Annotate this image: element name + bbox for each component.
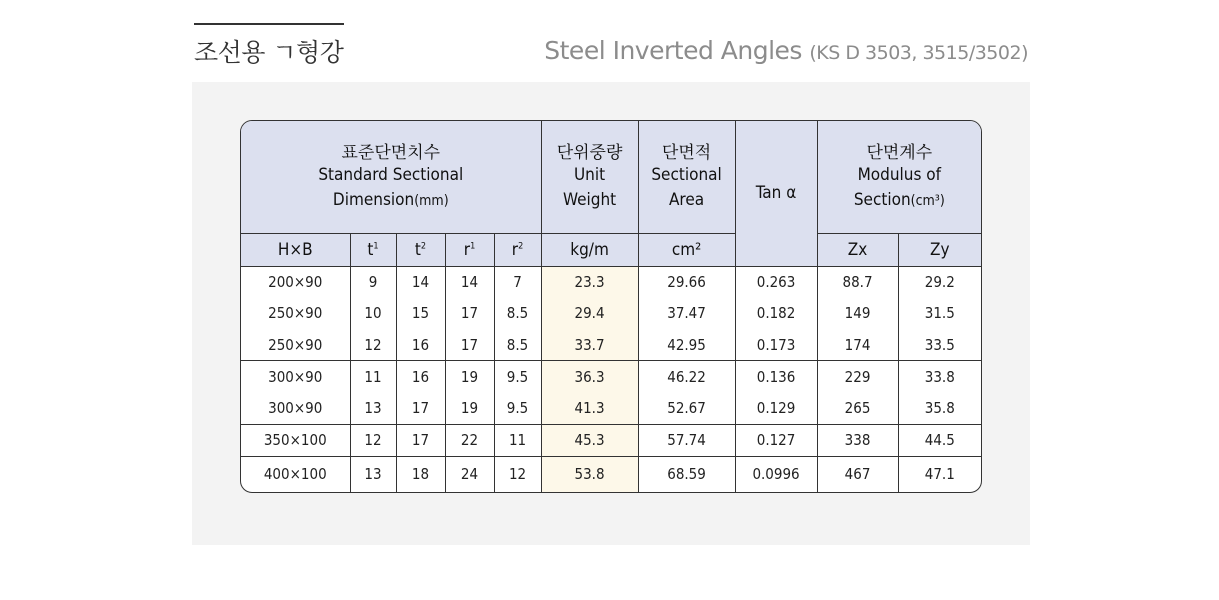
cell-weight: 29.4 — [541, 298, 638, 329]
header-area-ko: 단면적 — [661, 143, 712, 164]
table-row — [241, 424, 981, 456]
cell-area: 46.22 — [638, 361, 735, 393]
cell-t2: 15 — [396, 298, 445, 329]
cell-r2: 8.5 — [494, 329, 541, 361]
subheader-r2-text: r — [511, 239, 519, 260]
cell-r1: 17 — [445, 329, 494, 361]
cell-area: 29.66 — [638, 266, 735, 298]
cell-zx: 338 — [817, 424, 898, 456]
header-weight-ko: 단위중량 — [556, 143, 623, 164]
cell-area: 57.74 — [638, 424, 735, 456]
cell-zy: 31.5 — [898, 298, 981, 329]
cell-tan: 0.136 — [735, 361, 817, 393]
cell-area: 42.95 — [638, 329, 735, 361]
header-modulus-en2: Section — [853, 189, 911, 210]
cell-r1: 17 — [445, 298, 494, 329]
cell-t1: 11 — [350, 361, 396, 393]
subheader-hxb: H×B — [241, 233, 350, 266]
subheader-t1-sup: 1 — [373, 240, 379, 251]
subheader-area-unit: cm² — [638, 233, 735, 266]
cell-hxb: 400×100 — [241, 456, 350, 492]
cell-weight: 53.8 — [541, 456, 638, 492]
spec-table-container — [240, 120, 982, 493]
cell-r2: 11 — [494, 424, 541, 456]
cell-hxb: 250×90 — [241, 329, 350, 361]
cell-t1: 13 — [350, 392, 396, 424]
cell-weight: 36.3 — [541, 361, 638, 393]
header-sectional-area — [638, 121, 735, 233]
subheader-zy: Zy — [898, 233, 981, 266]
cell-zx: 88.7 — [817, 266, 898, 298]
cell-zx: 149 — [817, 298, 898, 329]
cell-r1: 19 — [445, 392, 494, 424]
cell-r2: 9.5 — [494, 392, 541, 424]
cell-tan: 0.127 — [735, 424, 817, 456]
header-modulus-en2-line — [818, 189, 982, 212]
cell-r1: 14 — [445, 266, 494, 298]
cell-weight: 23.3 — [541, 266, 638, 298]
cell-tan: 0.0996 — [735, 456, 817, 492]
header-area-en2: Area — [668, 190, 705, 211]
cell-tan: 0.173 — [735, 329, 817, 361]
cell-zx: 229 — [817, 361, 898, 393]
subheader-t1 — [350, 233, 396, 266]
cell-t1: 12 — [350, 424, 396, 456]
cell-r2: 12 — [494, 456, 541, 492]
cell-zx: 265 — [817, 392, 898, 424]
cell-hxb: 300×90 — [241, 361, 350, 393]
table-row — [241, 361, 981, 393]
cell-weight: 45.3 — [541, 424, 638, 456]
header-tan-alpha: Tan α — [735, 121, 817, 266]
page-title-korean: 조선용 ㄱ형강 — [194, 38, 344, 67]
cell-r1: 19 — [445, 361, 494, 393]
title-top-rule — [194, 23, 344, 25]
cell-t2: 17 — [396, 424, 445, 456]
header-dimension — [241, 121, 541, 233]
header-unit-weight — [541, 121, 638, 233]
cell-t2: 17 — [396, 392, 445, 424]
title-english-text: Steel Inverted Angles — [544, 36, 802, 65]
cell-r1: 24 — [445, 456, 494, 492]
cell-weight: 33.7 — [541, 329, 638, 361]
table-row — [241, 392, 981, 424]
cell-t2: 18 — [396, 456, 445, 492]
cell-area: 68.59 — [638, 456, 735, 492]
header-modulus-ko: 단면계수 — [866, 142, 933, 163]
header-dimension-en2-line — [241, 189, 541, 212]
subheader-r1-text: r — [463, 239, 471, 260]
subheader-weight-unit: kg/m — [541, 233, 638, 266]
subheader-zx: Zx — [817, 233, 898, 266]
header-dimension-en2: Dimension — [332, 189, 415, 210]
cell-tan: 0.129 — [735, 392, 817, 424]
subheader-t1-text: t — [367, 239, 374, 260]
subheader-t2-text: t — [414, 239, 421, 260]
header-dimension-en1: Standard Sectional — [318, 164, 464, 185]
cell-weight: 41.3 — [541, 392, 638, 424]
table-row — [241, 329, 981, 361]
header-modulus — [817, 121, 981, 233]
subheader-r1-sup: 1 — [470, 240, 476, 251]
header-weight-en2: Weight — [562, 190, 617, 211]
cell-r1: 22 — [445, 424, 494, 456]
cell-area: 37.47 — [638, 298, 735, 329]
cell-r2: 7 — [494, 266, 541, 298]
header-area-en1: Sectional — [651, 165, 722, 186]
table-row — [241, 266, 981, 298]
cell-zy: 33.8 — [898, 361, 981, 393]
cell-hxb: 300×90 — [241, 392, 350, 424]
subheader-t2-sup: 2 — [420, 240, 427, 251]
cell-area: 52.67 — [638, 392, 735, 424]
cell-t1: 12 — [350, 329, 396, 361]
cell-t2: 16 — [396, 329, 445, 361]
cell-t1: 10 — [350, 298, 396, 329]
cell-hxb: 350×100 — [241, 424, 350, 456]
cell-zy: 44.5 — [898, 424, 981, 456]
header-dimension-unit: (mm) — [414, 192, 449, 209]
cell-t1: 9 — [350, 266, 396, 298]
cell-t2: 16 — [396, 361, 445, 393]
cell-r2: 9.5 — [494, 361, 541, 393]
cell-zx: 174 — [817, 329, 898, 361]
cell-t2: 14 — [396, 266, 445, 298]
cell-hxb: 200×90 — [241, 266, 350, 298]
subheader-r2 — [494, 233, 541, 266]
header-modulus-en1: Modulus of — [857, 164, 942, 185]
cell-zx: 467 — [817, 456, 898, 492]
cell-zy: 35.8 — [898, 392, 981, 424]
cell-zy: 47.1 — [898, 456, 981, 492]
cell-r2: 8.5 — [494, 298, 541, 329]
subheader-r2-sup: 2 — [518, 240, 524, 251]
cell-zy: 33.5 — [898, 329, 981, 361]
spec-table — [241, 121, 981, 492]
page-title-english — [544, 36, 1028, 65]
subheader-t2 — [396, 233, 445, 266]
header-dimension-ko: 표준단면치수 — [341, 142, 441, 163]
table-row — [241, 456, 981, 492]
cell-tan: 0.263 — [735, 266, 817, 298]
cell-tan: 0.182 — [735, 298, 817, 329]
header-weight-en1: Unit — [573, 165, 606, 186]
cell-t1: 13 — [350, 456, 396, 492]
title-standard: (KS D 3503, 3515/3502) — [809, 42, 1028, 64]
subheader-r1 — [445, 233, 494, 266]
header-modulus-unit: (cm³) — [910, 192, 945, 209]
table-row — [241, 298, 981, 329]
cell-hxb: 250×90 — [241, 298, 350, 329]
cell-zy: 29.2 — [898, 266, 981, 298]
